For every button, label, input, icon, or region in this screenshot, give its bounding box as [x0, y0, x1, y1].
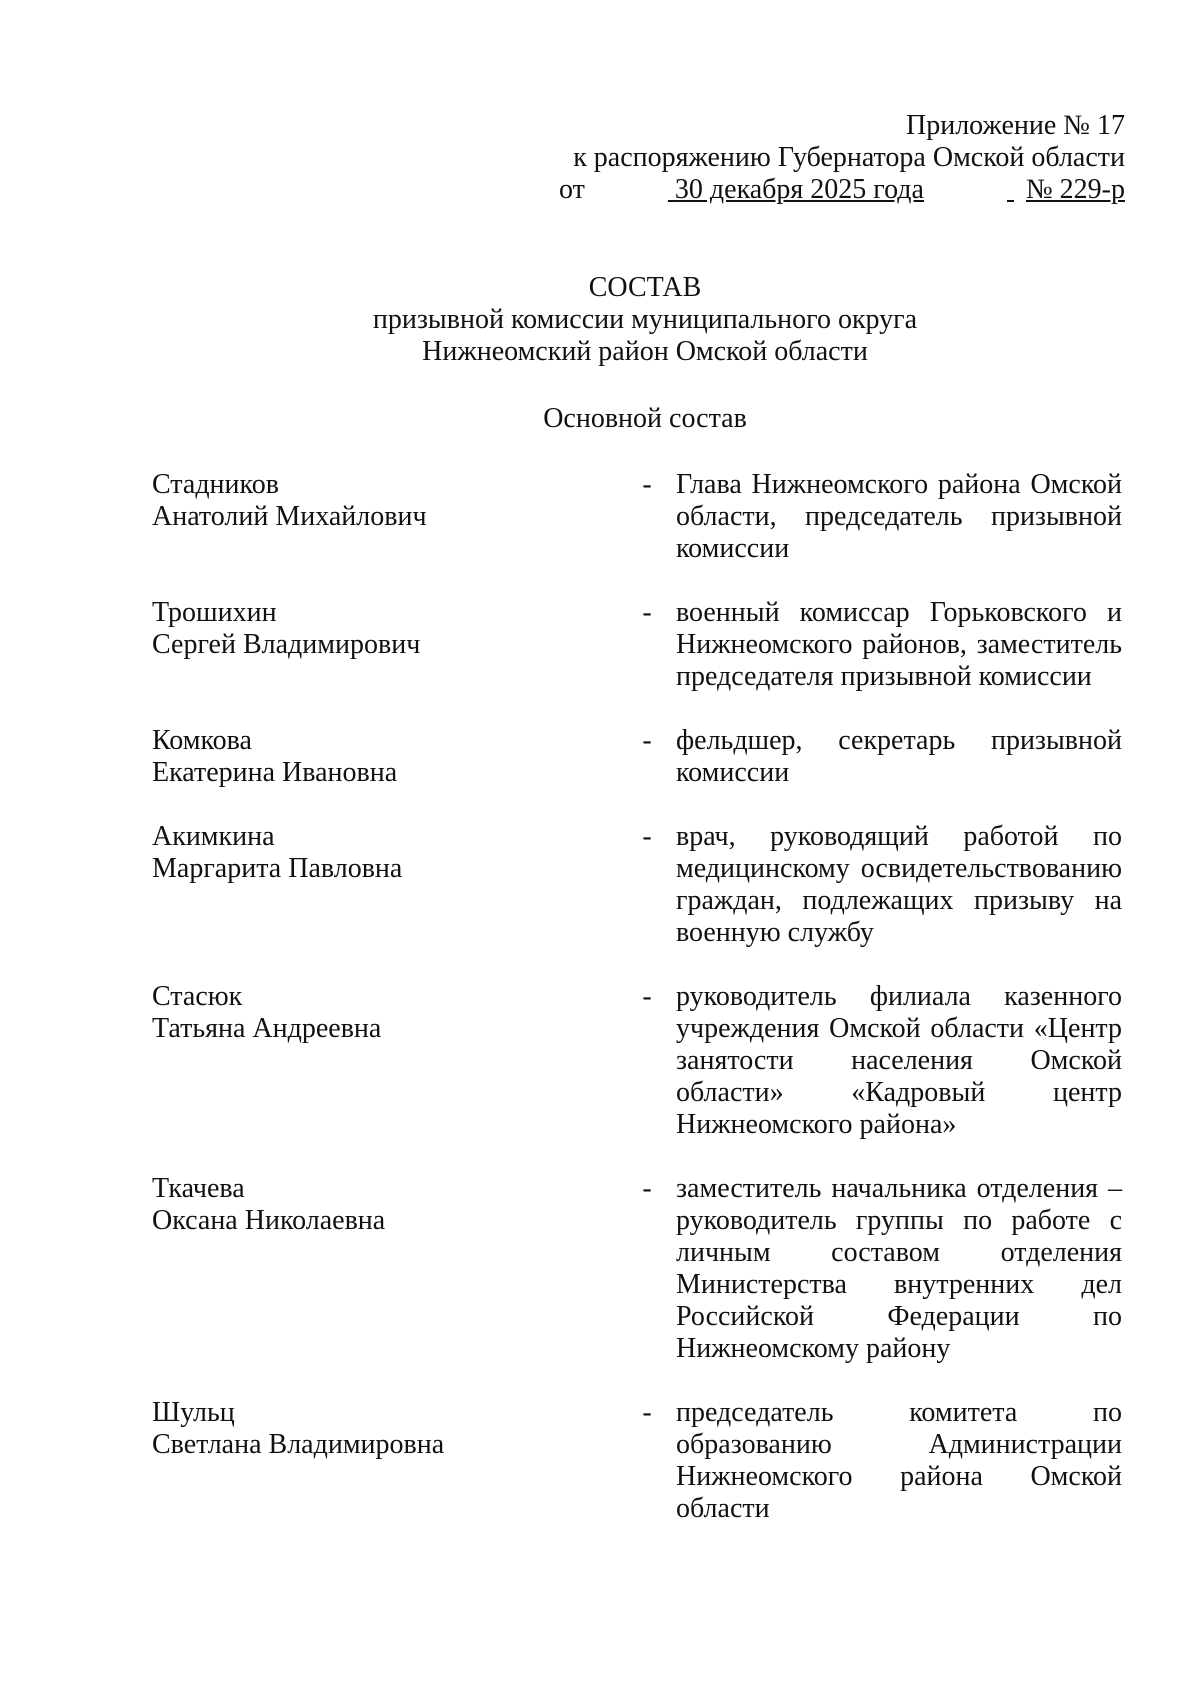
member-dash: - — [642, 981, 652, 1012]
member-surname: Стадников — [152, 469, 279, 500]
member-row — [152, 1397, 1122, 1525]
member-row — [152, 821, 1122, 949]
member-row — [152, 725, 1122, 789]
member-row — [152, 981, 1122, 1141]
member-surname: Ткачева — [152, 1173, 245, 1204]
member-name — [152, 821, 482, 885]
member-role: фельдшер, секретарь призывной комиссии — [676, 725, 1122, 788]
members-list — [152, 469, 1122, 1557]
title-heading: СОСТАВ — [588, 272, 702, 303]
date-underline-right — [924, 174, 1014, 206]
title-line-1: призывной комиссии муниципального округа — [372, 304, 918, 335]
member-row — [152, 1173, 1122, 1365]
member-surname: Комкова — [152, 725, 252, 756]
member-dash: - — [642, 597, 652, 628]
order-reference: к распоряжению Губернатора Омской области — [573, 142, 1125, 173]
member-given-name: Анатолий Михайлович — [152, 501, 427, 532]
member-surname: Шульц — [152, 1397, 235, 1428]
order-date: 30 декабря 2025 года — [674, 174, 924, 205]
member-given-name: Татьяна Андреевна — [152, 1013, 382, 1044]
document-title — [0, 272, 1200, 368]
member-surname: Трошихин — [152, 597, 277, 628]
member-dash: - — [642, 1397, 652, 1428]
member-dash: - — [642, 1173, 652, 1204]
member-role: председатель комитета по образованию Администрации Нижнеомского района Омской области — [676, 1397, 1122, 1524]
order-date-line — [559, 174, 1125, 206]
member-given-name: Оксана Николаевна — [152, 1205, 386, 1236]
member-name — [152, 981, 482, 1045]
member-given-name: Светлана Владимировна — [152, 1429, 445, 1460]
appendix-header — [559, 110, 1125, 206]
member-name — [152, 725, 482, 789]
member-row — [152, 469, 1122, 565]
member-dash: - — [642, 725, 652, 756]
date-underline-left — [585, 174, 675, 206]
member-given-name: Екатерина Ивановна — [152, 757, 398, 788]
member-surname: Акимкина — [152, 821, 275, 852]
member-surname: Стасюк — [152, 981, 243, 1012]
member-given-name: Маргарита Павловна — [152, 853, 403, 884]
member-dash: - — [642, 821, 652, 852]
member-role: Глава Нижнеомского района Омской области, председатель призывной комиссии — [676, 469, 1122, 564]
member-name — [152, 1173, 482, 1237]
member-name — [152, 469, 482, 533]
title-line-2: Нижнеомский район Омской области — [422, 336, 868, 367]
member-given-name: Сергей Владимирович — [152, 629, 421, 660]
member-name — [152, 597, 482, 661]
order-number: № 229-р — [1025, 174, 1125, 205]
member-dash: - — [642, 469, 652, 500]
section-heading: Основной состав — [543, 403, 747, 434]
member-row — [152, 597, 1122, 693]
member-role: руководитель филиала казенного учреждения Омской области «Центр занятости населения Омской области» «Кадровый центр Нижнеомского района» — [676, 981, 1122, 1140]
member-role: врач, руководящий работой по медицинскому освидетельствованию граждан, подлежащих призыву на военную службу — [676, 821, 1122, 948]
appendix-number: Приложение № 17 — [906, 110, 1125, 141]
from-label: от — [559, 174, 585, 205]
member-role: военный комиссар Горьковского и Нижнеомского районов, заместитель председателя призывной комиссии — [676, 597, 1122, 692]
member-role: заместитель начальника отделения – руководитель группы по работе с личным составом отделения Министерства внутренних дел Российской Федерации по Нижнеомскому району — [676, 1173, 1122, 1364]
member-name — [152, 1397, 482, 1461]
